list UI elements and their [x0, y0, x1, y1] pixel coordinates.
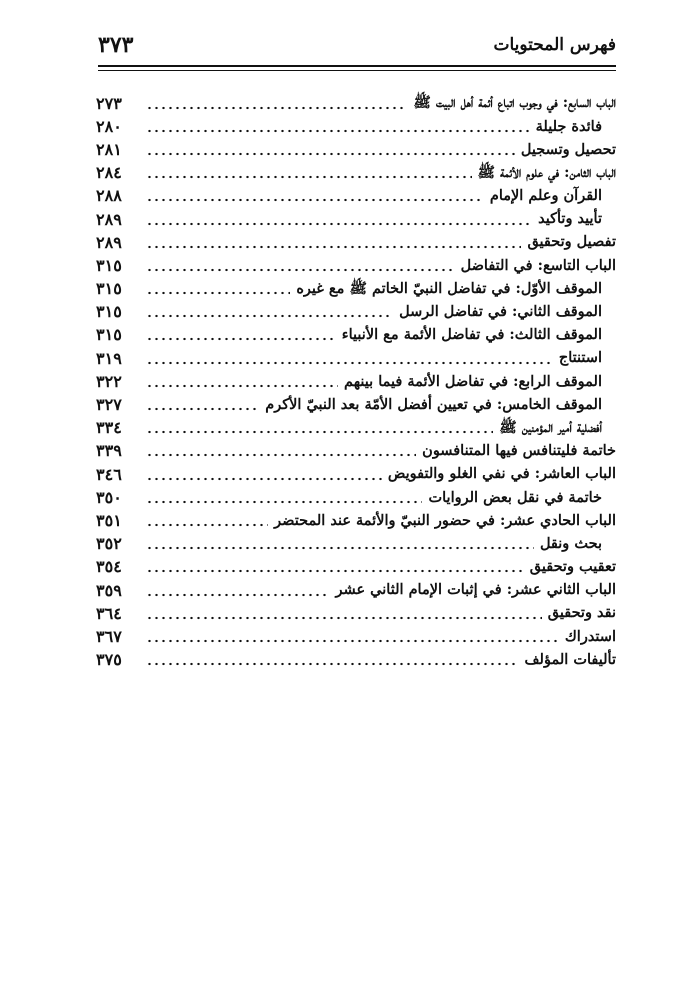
header-rule-thick [98, 65, 616, 67]
toc-entry-title: الباب الثامن: في علوم الأئمة ﷺ [477, 163, 616, 181]
toc-entry-title: استنتاج [558, 349, 602, 367]
toc-entry-title: فائدة جليلة [535, 117, 602, 135]
toc-entry-page: ٣١٥ [96, 255, 122, 275]
dot-leader [146, 452, 416, 458]
toc-entry-page: ٢٨١ [96, 139, 122, 159]
toc-entry-page: ٣١٥ [96, 279, 122, 299]
toc-entry-page: ٢٨٠ [96, 116, 122, 136]
toc-entry [96, 231, 616, 254]
page-header [98, 30, 616, 60]
dot-leader [146, 545, 534, 551]
toc-entry-title: تأليفات المؤلف [524, 650, 616, 668]
toc-entry-page: ٢٨٩ [96, 232, 122, 252]
toc-entry-page: ٣٣٤ [96, 418, 122, 438]
toc-entry [96, 162, 616, 185]
toc-entry-page: ٣٤٦ [96, 464, 122, 484]
dot-leader [146, 221, 532, 227]
dot-leader [146, 174, 472, 180]
toc-entry [96, 556, 616, 579]
toc-entry-page: ٣٥٩ [96, 580, 122, 600]
toc-entry-page: ٢٨٤ [96, 163, 122, 183]
dot-leader [146, 197, 484, 203]
toc-entry-title: الباب التاسع: في التفاضل [460, 256, 616, 274]
toc-entry-title: تحصيل وتسجيل [520, 140, 616, 158]
dot-leader [146, 244, 521, 250]
dot-leader [146, 383, 338, 389]
dot-leader [146, 568, 524, 574]
dot-leader [146, 429, 493, 435]
toc-entry-title: بحث ونقل [539, 534, 602, 552]
toc-entry-page: ٣٣٩ [96, 441, 122, 461]
toc-entry-title: تعقيب وتحقيق [529, 558, 616, 576]
toc-entry [96, 440, 616, 463]
toc-entry-title: الموقف الخامس: في تعيين أفضل الأمّة بعد النبيّ الأكرم [265, 395, 602, 413]
toc-entry [96, 393, 616, 416]
toc-entry-page: ٣١٩ [96, 348, 122, 368]
toc-entry-title: الموقف الثاني: في تفاضل الرسل [399, 303, 602, 321]
toc-entry-page: ٢٧٣ [96, 93, 122, 113]
dot-leader [146, 336, 336, 342]
dot-leader [146, 267, 455, 273]
dot-leader [146, 128, 530, 134]
dot-leader [146, 522, 268, 528]
toc-entry-title: الموقف الأوّل: في تفاضل النبيّ الخاتم ﷺ مع غيره [296, 279, 602, 297]
toc-entry [96, 324, 616, 347]
toc-entry-title: الباب الثاني عشر: في إثبات الإمام الثاني عشر [335, 581, 616, 599]
toc-entry [96, 185, 616, 208]
toc-entry-page: ٢٨٩ [96, 209, 122, 229]
dot-leader [146, 661, 519, 667]
toc-entry-page: ٣٥٤ [96, 557, 122, 577]
toc-entry [96, 138, 616, 161]
toc-entry [96, 509, 616, 532]
toc-entry-page: ٣٦٧ [96, 626, 122, 646]
toc-entry-title: خاتمة فليتنافس فيها المتنافسون [422, 442, 616, 460]
dot-leader [146, 615, 542, 621]
toc-entry [96, 301, 616, 324]
toc-entry [96, 579, 616, 602]
toc-entry [96, 625, 616, 648]
dot-leader [146, 406, 259, 412]
toc-entry-page: ٣٢٧ [96, 395, 122, 415]
toc-entry [96, 417, 616, 440]
toc-entry-page: ٣٦٤ [96, 603, 122, 623]
dot-leader [146, 105, 407, 111]
toc-entry-title: الباب السابع: في وجوب اتباع أئمة أهل البيت ﷺ [413, 94, 616, 112]
toc-entry [96, 115, 616, 138]
toc-entry-page: ٣٢٢ [96, 371, 122, 391]
toc-entry [96, 347, 616, 370]
header-title: فهرس المحتويات [493, 35, 616, 55]
toc-entry [96, 92, 616, 115]
table-of-contents [96, 92, 616, 672]
dot-leader [146, 290, 290, 296]
toc-entry [96, 602, 616, 625]
toc-entry-title: الباب الحادي عشر: في حضور النبيّ والأئمة عند المحتضر [274, 511, 616, 529]
toc-entry [96, 533, 616, 556]
toc-entry-page: ٣٥١ [96, 510, 122, 530]
toc-entry-page: ٣٥٠ [96, 487, 122, 507]
toc-entry-title: الموقف الثالث: في تفاضل الأئمة مع الأنبياء [341, 326, 602, 344]
toc-entry-title: القرآن وعلم الإمام [489, 187, 602, 205]
toc-entry [96, 278, 616, 301]
toc-entry [96, 486, 616, 509]
toc-entry-page: ٣٥٢ [96, 534, 122, 554]
toc-entry-title: الباب العاشر: في نفي الغلو والتفويض [387, 465, 616, 483]
toc-entry-title: الموقف الرابع: في تفاضل الأئمة فيما بينهم [344, 372, 602, 390]
header-rule-thin [98, 70, 616, 71]
dot-leader [146, 313, 393, 319]
dot-leader [146, 151, 515, 157]
toc-entry [96, 208, 616, 231]
dot-leader [146, 499, 422, 505]
dot-leader [146, 638, 559, 644]
toc-entry-title: نقد وتحقيق [547, 604, 616, 622]
toc-entry-page: ٣١٥ [96, 302, 122, 322]
toc-entry [96, 463, 616, 486]
toc-entry-title: خاتمة في نقل بعض الروايات [428, 488, 602, 506]
toc-entry [96, 649, 616, 672]
dot-leader [146, 360, 553, 366]
toc-entry-title: تفصيل وتحقيق [527, 233, 616, 251]
toc-entry-title: أفضلية أمير المؤمنين ﷺ [499, 418, 602, 436]
toc-entry-page: ٣١٥ [96, 325, 122, 345]
toc-entry [96, 254, 616, 277]
toc-entry-page: ٢٨٨ [96, 186, 122, 206]
toc-entry-title: استدراك [564, 627, 616, 645]
toc-entry-title: تأييد وتأكيد [538, 210, 602, 228]
toc-entry [96, 370, 616, 393]
toc-entry-page: ٣٧٥ [96, 650, 122, 670]
header-page-number: ٣٧٣ [98, 32, 134, 58]
dot-leader [146, 476, 382, 482]
dot-leader [146, 592, 330, 598]
